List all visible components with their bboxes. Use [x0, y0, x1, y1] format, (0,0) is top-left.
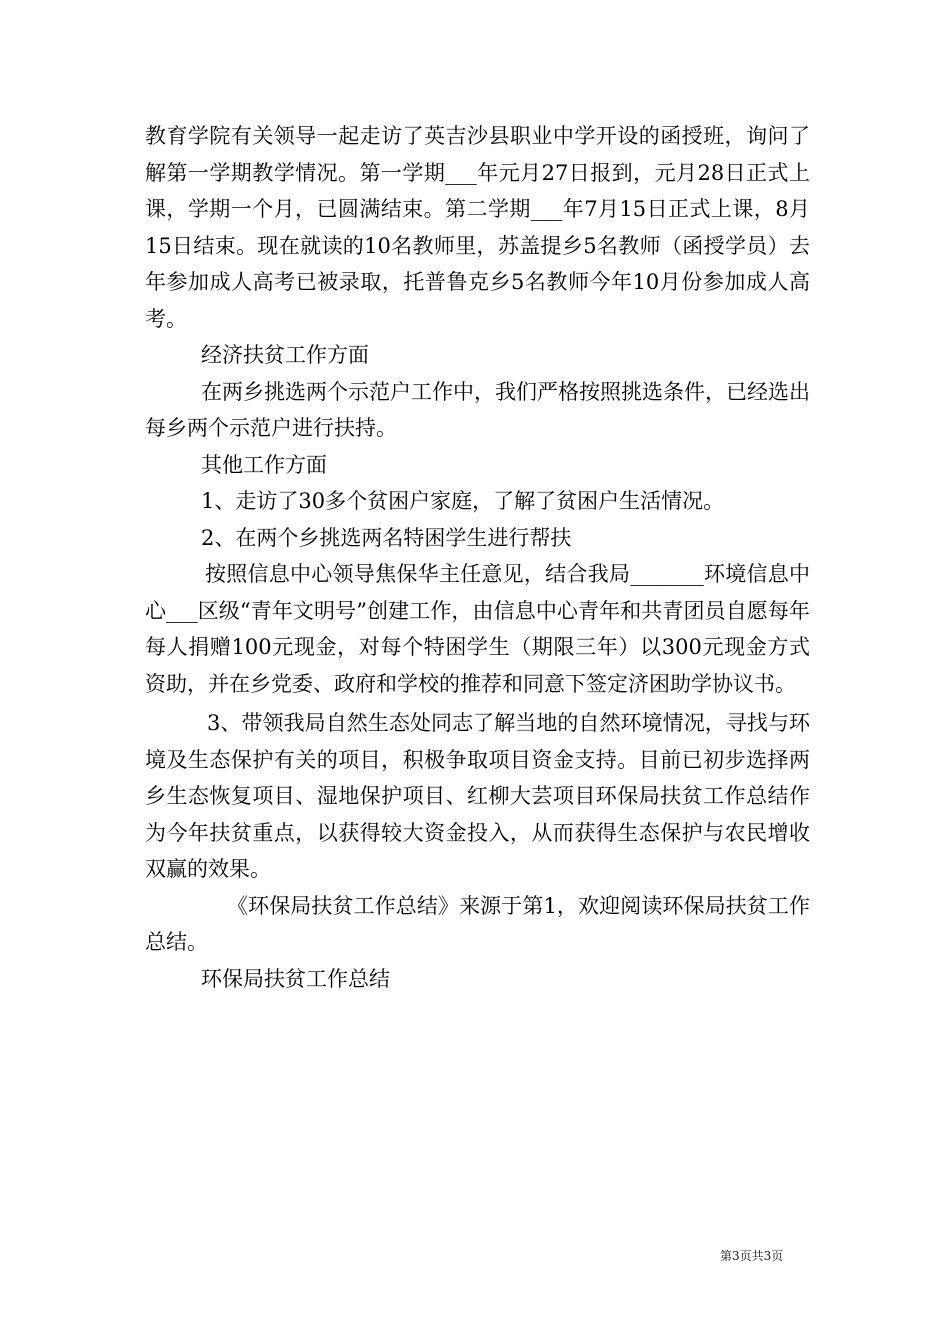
- list-item-select-students: 2、在两个乡挑选两名特困学生进行帮扶: [201, 525, 572, 550]
- list-item-ecology-projects: 3、带领我局自然生态处同志了解当地的自然环境情况，寻找与环境及生态保护有关的项目，积极争取项目资金支持。目前已初步选择两乡生态恢复项目、湿地保护项目、红柳大芸项目环保局扶贫工作总结作为今年扶贫重点，以获得较大资金投入，从而获得生态保护与农民增收双赢的效果。: [145, 711, 810, 881]
- heading-economic-poverty-relief: 经济扶贫工作方面: [201, 343, 369, 367]
- paragraph-student-aid: 按照信息中心领导焦保华主任意见，结合我局_______环境信息中心___区级“青年文明号”创建工作，由信息中心青年和共青团员自愿每年每人捐赠100元现金，对每个特困学生（期限三年）以300元现金方式资助，并在乡党委、政府和学校的推荐和同意下签定济困助学协议书。: [145, 562, 810, 696]
- closing-title: 环保局扶贫工作总结: [201, 966, 390, 991]
- paragraph-source-note: 《环保局扶贫工作总结》来源于第1，欢迎阅读环保局扶贫工作总结。: [145, 893, 810, 954]
- paragraph-correspondence-class: 教育学院有关领导一起走访了英吉沙县职业中学开设的函授班，询问了解第一学期教学情况。第一学期___年元月27日报到，元月28日正式上课，学期一个月，已圆满结束。第二学期___年7月15日正式上课，8月15日结束。现在就读的10名教师里，苏盖提乡5名教师（函授学员）去年参加成人高考已被录取，托普鲁克乡5名教师今年10月份参加成人高考。: [145, 124, 810, 331]
- paragraph-demonstration-households: 在两乡挑选两个示范户工作中，我们严格按照挑选条件，已经选出每乡两个示范户进行扶持。: [145, 379, 810, 440]
- list-item-visit-households: 1、走访了30多个贫困户家庭，了解了贫困户生活情况。: [201, 489, 725, 513]
- page-number-footer: 第3页共3页: [720, 1249, 784, 1263]
- document-body: [145, 118, 810, 997]
- heading-other-work: 其他工作方面: [201, 452, 327, 477]
